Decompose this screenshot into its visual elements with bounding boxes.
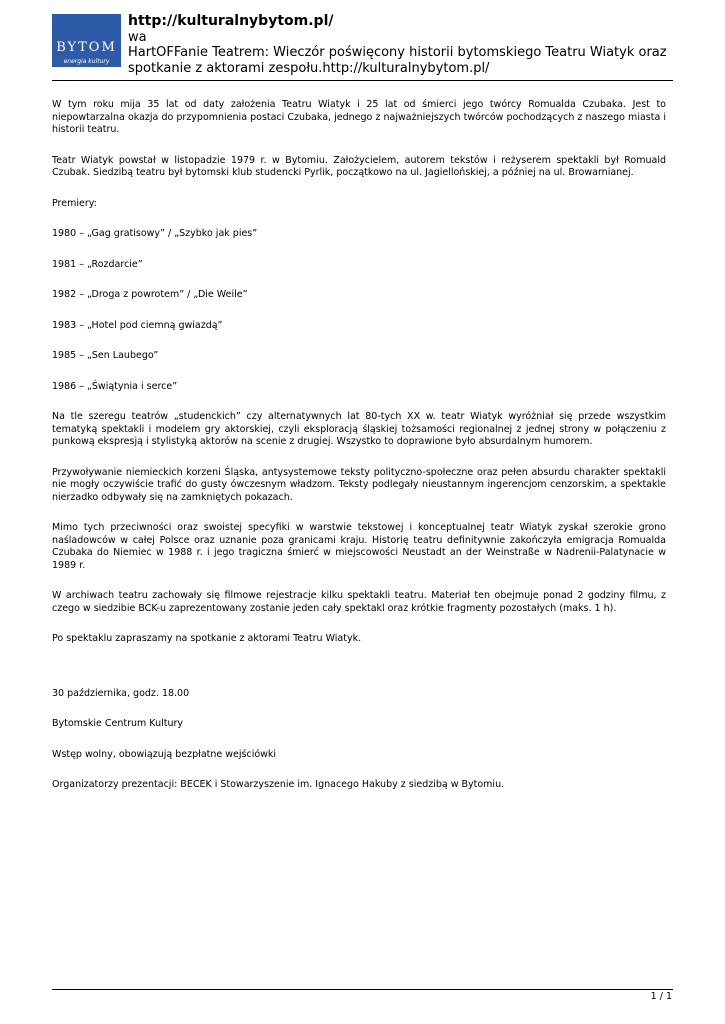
header-divider (52, 80, 673, 81)
spacer (52, 664, 666, 688)
paragraph-archive: W archiwach teatru zachowały się filmowe rejestracje kilku spektakli teatru. Materiał ten obejmuje ponad 2 godziny filmu, z czego w siedzibie BCK-u zaprezentowany zostanie jeden cały spektakl oraz krótkie fragmenty pozostałych (maks. 1 h). (52, 590, 666, 614)
header-url: http://kulturalnybytom.pl/ (128, 13, 334, 29)
premiere-item: 1981 – „Rozdarcie” (52, 258, 143, 270)
paragraph-censorship: Przywoływanie niemieckich korzeni Śląska, antysystemowe teksty polityczno-społeczne oraz pełen absurdu charakter spektakli nie mogły oczywiście trafić do gusty ówczesnym władzom. Teksty podlegały nieustannym ingerencjom cenzorskim, a spektakle nierzadko odbywały się na zamkniętych pokazach. (52, 466, 666, 503)
paragraph-background: Na tle szeregu teatrów „studenckich” czy alternatywnych lat 80-tych XX w. teatr Wiatyk wyróżniał się przede wszystkim tematyką spektakli i modelem gry aktorskiej, czyli eksploracją śląskiej tożsamości regionalnej z jednej strony w połączeniu z punkową ekspresją i stylistyką aktorów na scenie z drugiej. Wszystko to doprawione było absurdalnym humorem. (52, 411, 666, 447)
logo-wordmark: BYTOM (56, 40, 117, 55)
article-body (52, 99, 666, 810)
premiere-item: 1982 – „Droga z powrotem” / „Die Weile” (52, 289, 248, 300)
premiere-item: 1983 – „Hotel pod ciemną gwiazdą” (52, 319, 223, 331)
paragraph-recognition: Mimo tych przeciwności oraz swoistej specyfiki w warstwie tekstowej i konceptualnej teatr Wiatyk zyskał szerokie grono naśladowców w całej Polsce oraz uznanie poza granicami kraju. Historię teatru definitywnie zakończyła emigracja Romualda Czubaka do Niemiec w 1988 r. i jego tragiczna śmierć w miejscowości Neustadt an der Weinstraße w Nadrenii-Palatynacie w 1989 r. (52, 522, 666, 571)
event-entry: Wstęp wolny, obowiązują bezpłatne wejściówki (52, 748, 277, 760)
paragraph-history: Teatr Wiatyk powstał w listopadzie 1979 r. w Bytomiu. Założycielem, autorem tekstów i reżyserem spektakli był Romuald Czubak. Siedzibą teatru był bytomski klub studencki Pyrlik, początkowo na ul. Jagiellońskiej, a później na ul. Browarnianej. (52, 154, 666, 178)
logo-subtitle: energia kultury (63, 58, 110, 65)
article-title: HartOFFanie Teatrem: Wieczór poświęcony historii bytomskiego Teatru Wiatyk oraz spotkanie z aktorami zespołu.http://kulturalnybytom.pl/ (128, 45, 667, 76)
premiere-item: 1980 – „Gag gratisowy” / „Szybko jak pies” (52, 228, 258, 239)
event-organizers: Organizatorzy prezentacji: BECEK i Stowarzyszenie im. Ignacego Hakuby z siedzibą w Bytomiu. (52, 779, 505, 790)
event-date: 30 października, godz. 18.00 (52, 687, 190, 699)
premiere-item: 1985 – „Sen Laubego” (52, 350, 159, 361)
page-number: 1 / 1 (650, 991, 672, 1002)
premieres-label: Premiery: (52, 197, 97, 209)
premiere-item: 1986 – „Świątynia i serce” (52, 380, 178, 392)
footer-divider (52, 989, 673, 990)
paragraph-intro: W tym roku mija 35 lat od daty założenia Teatru Wiatyk i 25 lat od śmierci jego twórcy Romualda Czubaka. Jest to niepowtarzalna okazja do przypomnienia postaci Czubaka, jednego z najważniejszych twórców pochodzących z naszego miasta i historii teatru. (52, 99, 666, 135)
bytom-logo (52, 14, 121, 67)
event-venue: Bytomskie Centrum Kultury (52, 718, 184, 729)
paragraph-invitation: Po spektaklu zapraszamy na spotkanie z aktorami Teatru Wiatyk. (52, 633, 362, 644)
header-author: wa (128, 30, 147, 45)
